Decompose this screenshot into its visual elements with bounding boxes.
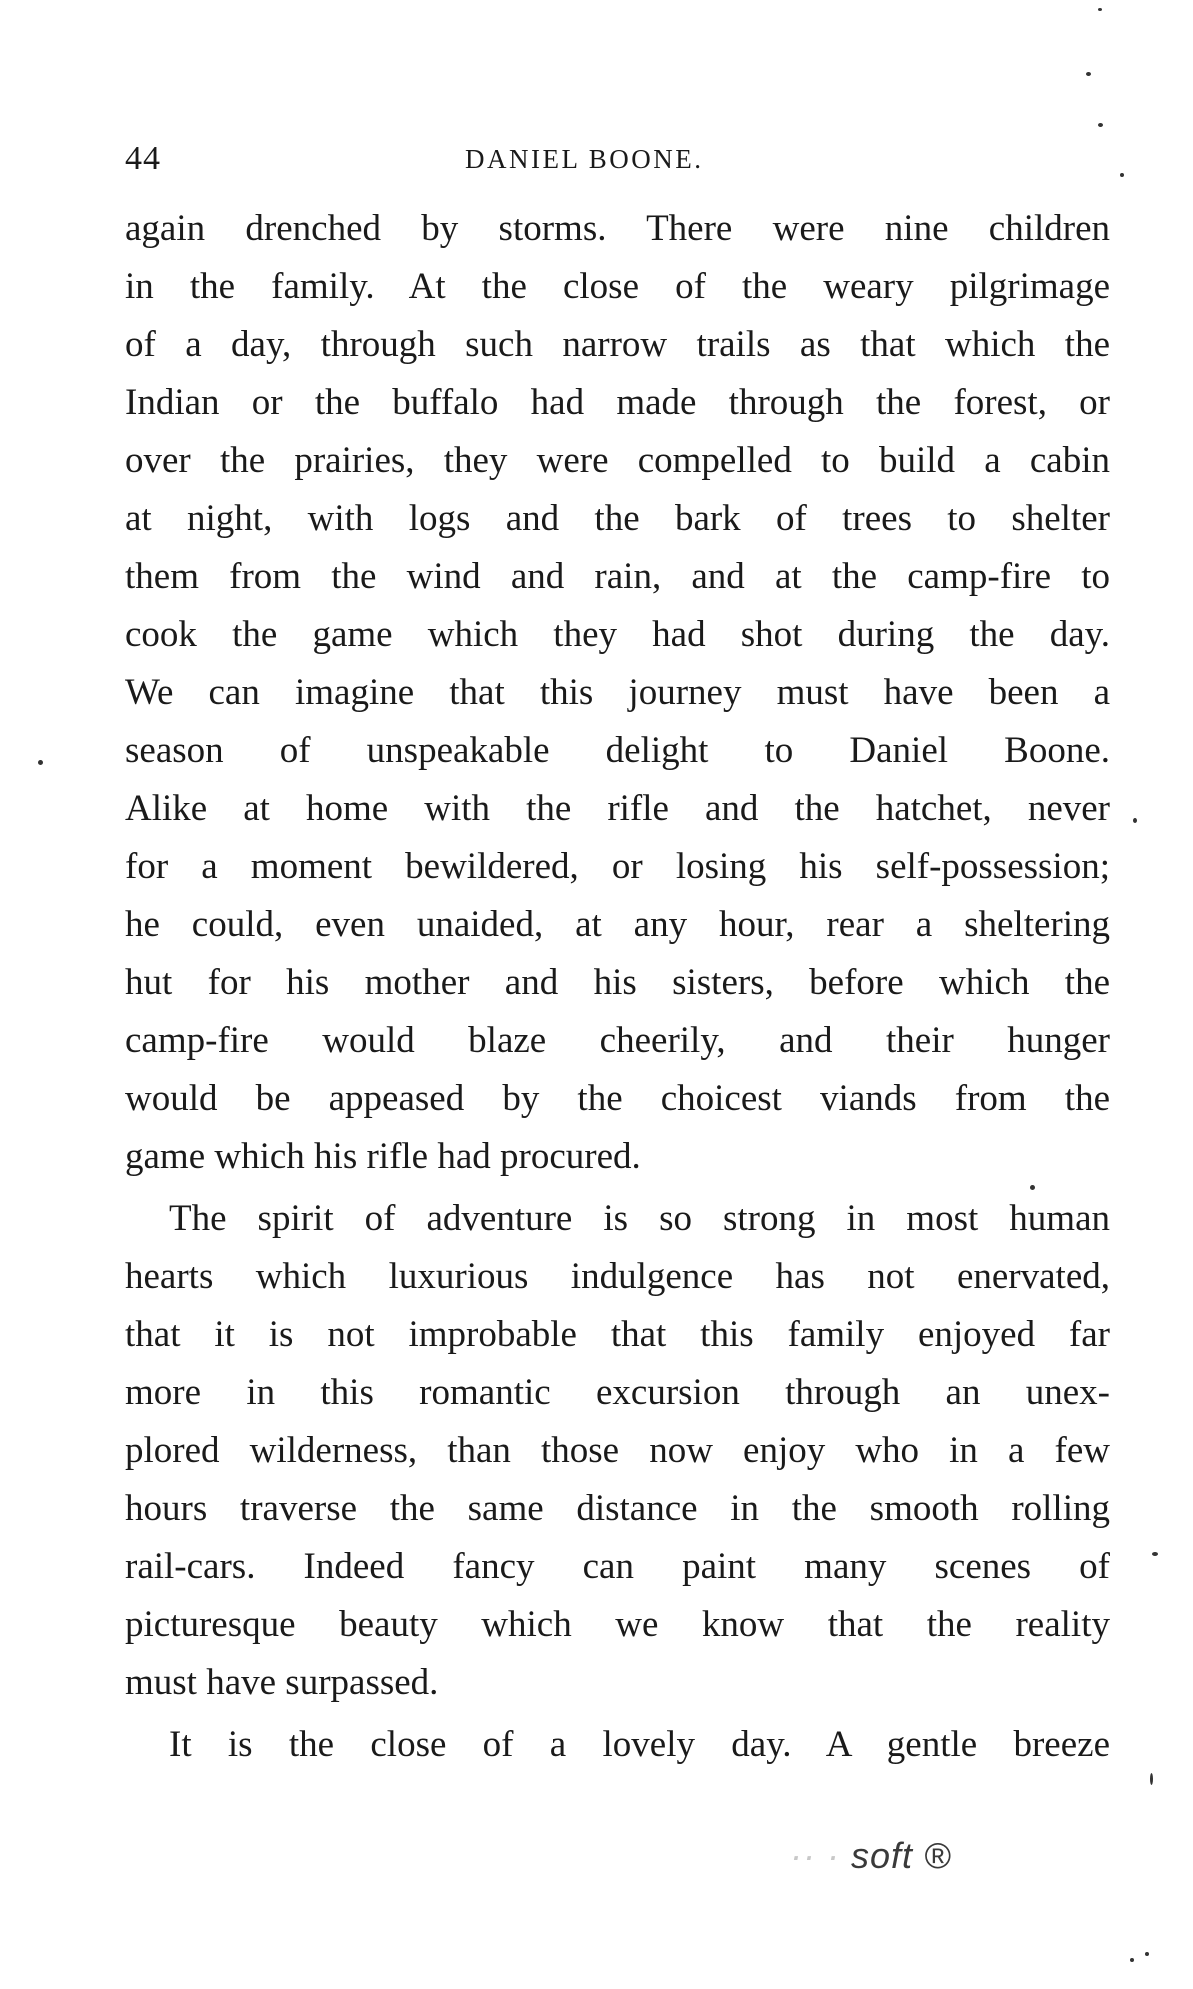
scan-speck	[1086, 72, 1091, 76]
scan-speck	[1145, 1952, 1149, 1956]
text-line: game which his rifle had procured.	[125, 1136, 641, 1177]
text-line: It is the close of a lovely day. A gentle breeze	[169, 1724, 1110, 1765]
text-line: for a moment bewildered, or losing his self-possession;	[125, 846, 1110, 887]
scan-speck	[1120, 173, 1124, 177]
paragraph	[125, 200, 1110, 1186]
text-line: in the family. At the close of the weary pilgrimage	[125, 266, 1110, 307]
text-line: We can imagine that this journey must have been a	[125, 672, 1110, 713]
text-line: them from the wind and rain, and at the camp-fire to	[125, 556, 1110, 597]
running-title: DANIEL BOONE.	[465, 144, 704, 174]
text-line: more in this romantic excursion through an unex-	[125, 1372, 1110, 1413]
text-line: would be appeased by the choicest viands from the	[125, 1078, 1110, 1119]
text-line: cook the game which they had shot during the day.	[125, 614, 1110, 655]
text-line: rail-cars. Indeed fancy can paint many scenes of	[125, 1546, 1110, 1587]
paragraph	[125, 1716, 1110, 1774]
scan-speck	[1098, 123, 1103, 127]
scan-speck	[1152, 1552, 1158, 1556]
text-line: camp-fire would blaze cheerily, and their hunger	[125, 1020, 1110, 1061]
body-text	[125, 200, 1110, 1774]
text-line: of a day, through such narrow trails as that which the	[125, 324, 1110, 365]
text-line: must have surpassed.	[125, 1662, 439, 1703]
scan-speck	[1133, 818, 1137, 823]
text-line: picturesque beauty which we know that the reality	[125, 1604, 1110, 1645]
text-line: hours traverse the same distance in the smooth rolling	[125, 1488, 1110, 1529]
text-line: Alike at home with the rifle and the hatchet, never	[125, 788, 1110, 829]
text-line: Indian or the buffalo had made through the forest, or	[125, 382, 1110, 423]
text-line: plored wilderness, than those now enjoy who in a few	[125, 1430, 1110, 1471]
text-line: The spirit of adventure is so strong in most human	[169, 1198, 1110, 1239]
scan-speck	[1030, 1185, 1035, 1190]
scan-speck	[1130, 1958, 1134, 1962]
paragraph	[125, 1190, 1110, 1712]
text-line: he could, even unaided, at any hour, rear a sheltering	[125, 904, 1110, 945]
watermark-faint: ·· ·	[790, 1835, 840, 1876]
page-number: 44	[125, 140, 161, 177]
text-line: that it is not improbable that this family enjoyed far	[125, 1314, 1110, 1355]
text-line: again drenched by storms. There were nine children	[125, 208, 1110, 249]
watermark	[790, 1835, 952, 1877]
scan-speck	[38, 760, 43, 765]
text-line: season of unspeakable delight to Daniel Boone.	[125, 730, 1110, 771]
scan-speck	[1150, 1773, 1153, 1785]
watermark-text: soft ®	[850, 1835, 952, 1876]
scan-speck	[1098, 8, 1102, 11]
running-head	[125, 140, 860, 185]
text-line: hearts which luxurious indulgence has not enervated,	[125, 1256, 1110, 1297]
text-line: at night, with logs and the bark of trees to shelter	[125, 498, 1110, 539]
text-line: over the prairies, they were compelled to build a cabin	[125, 440, 1110, 481]
text-line: hut for his mother and his sisters, before which the	[125, 962, 1110, 1003]
